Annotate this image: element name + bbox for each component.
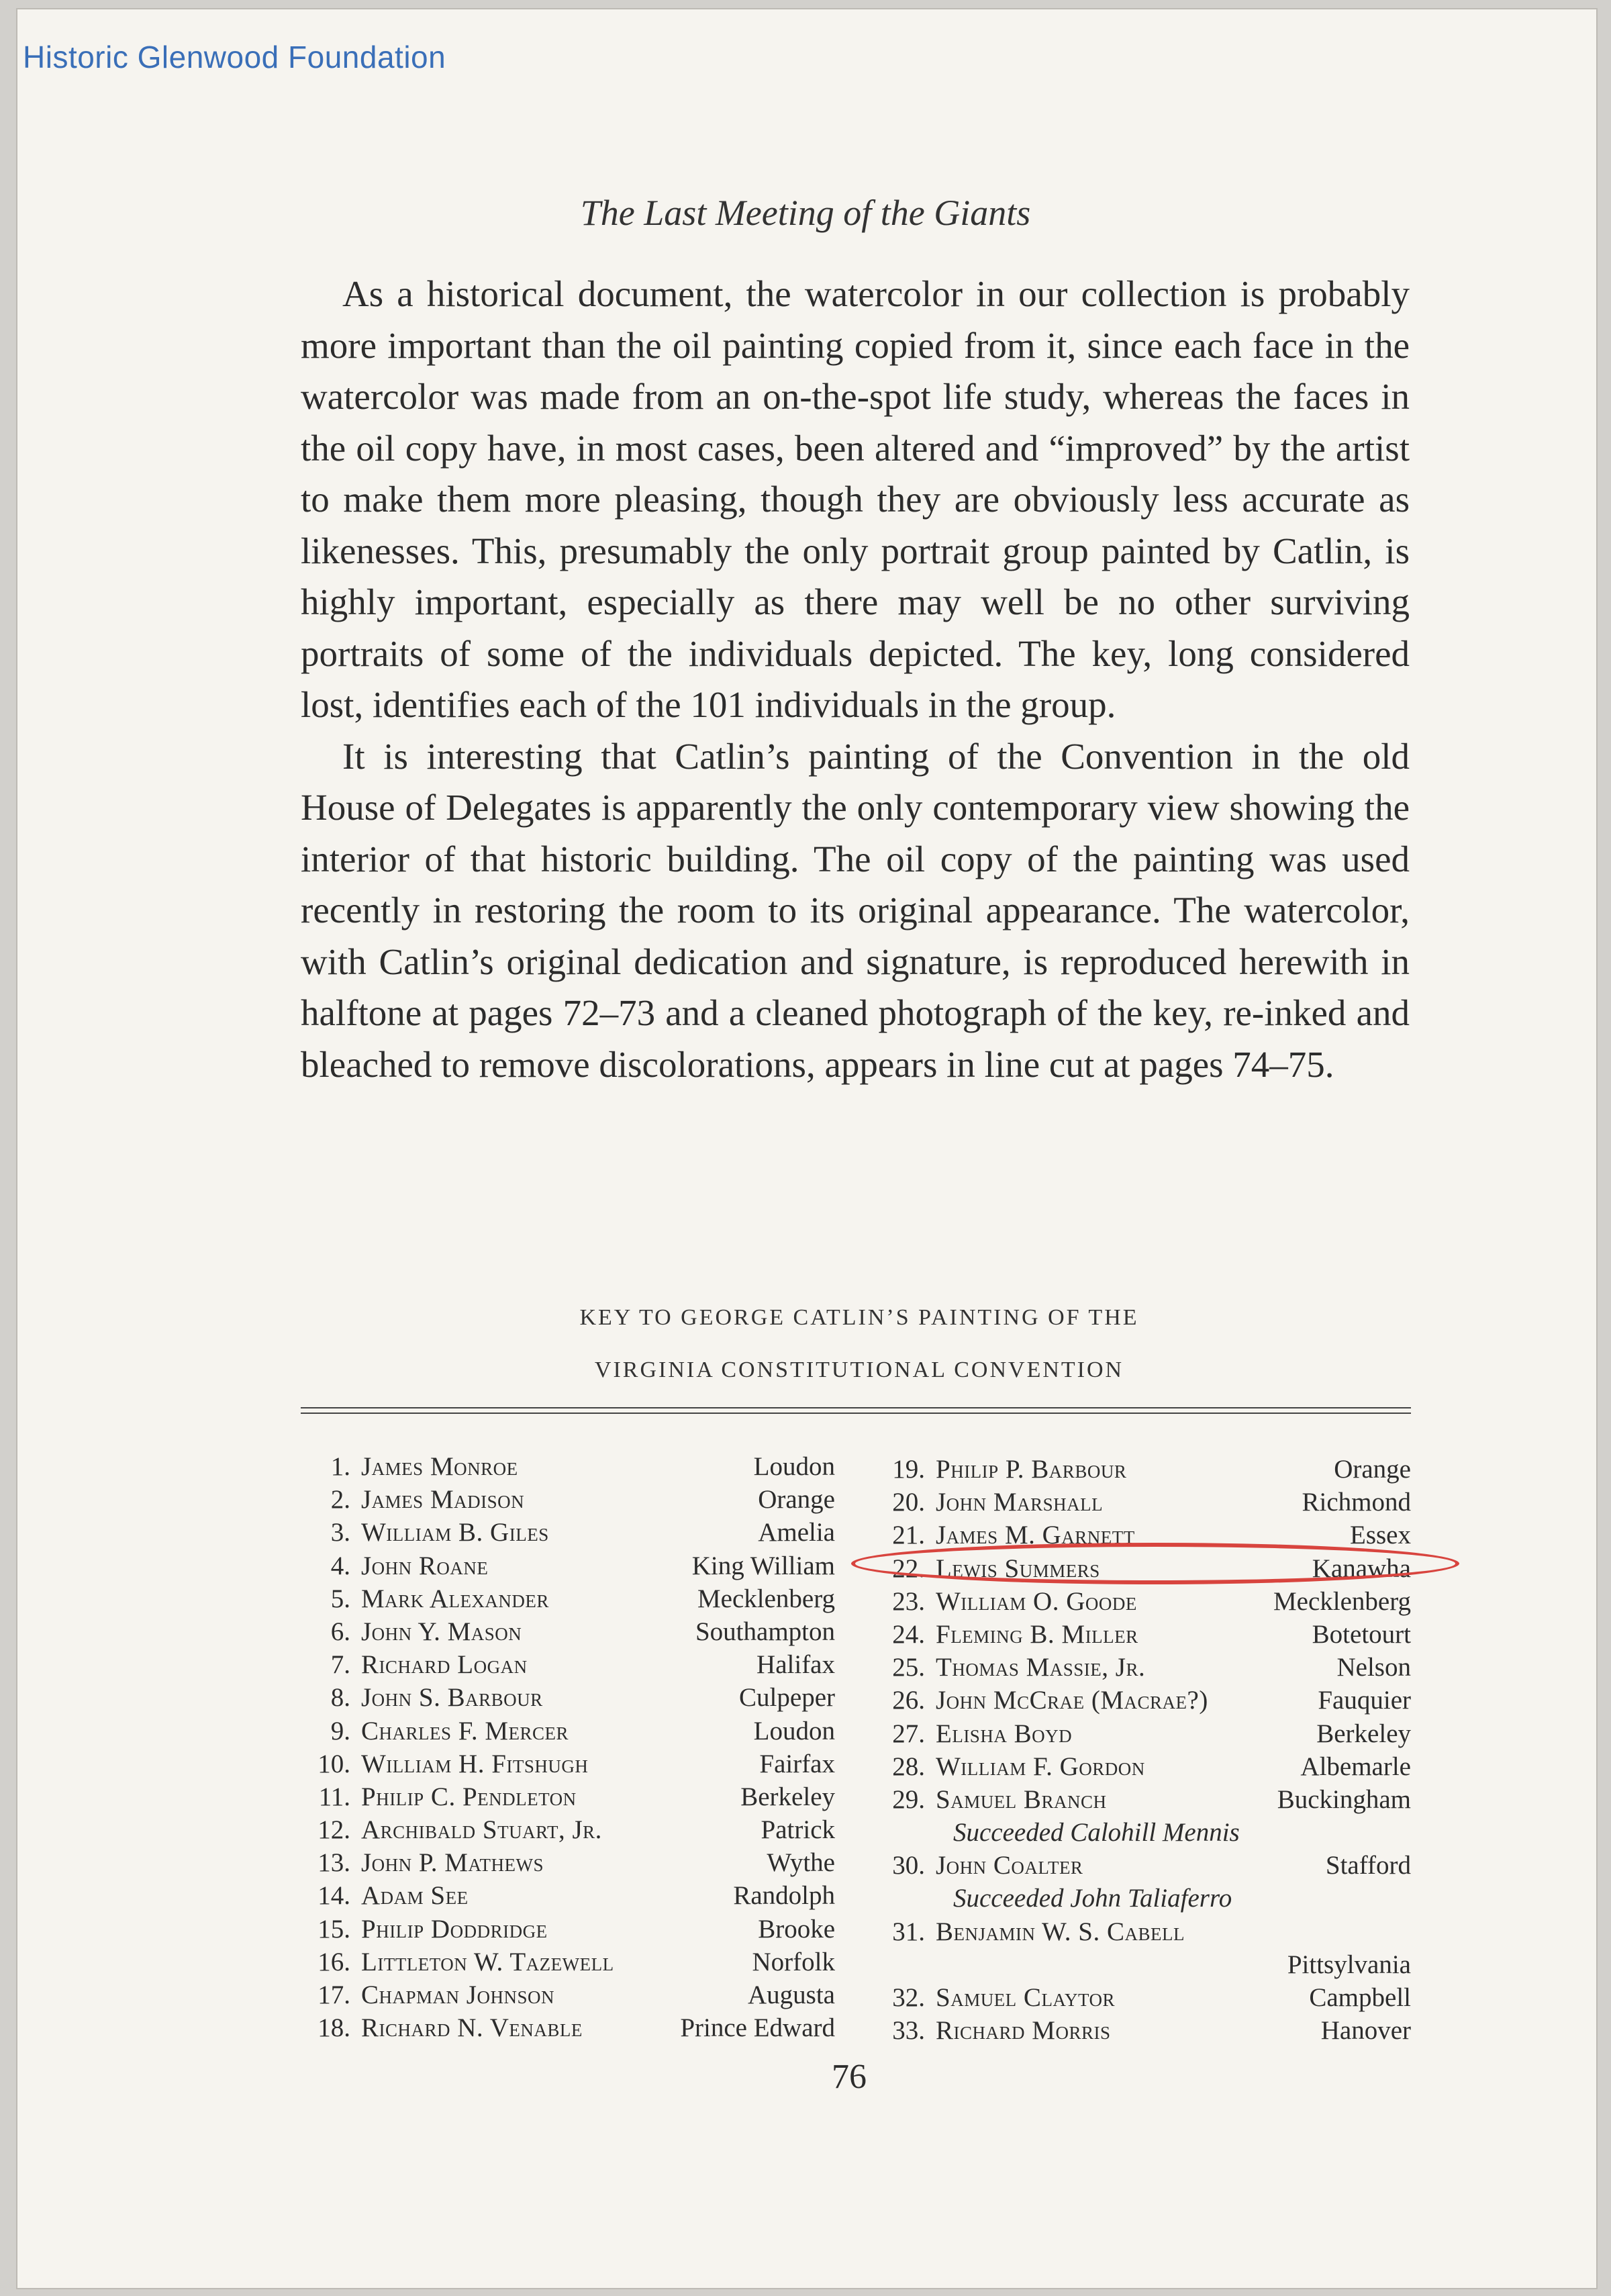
key-entry-name: Archibald Stuart, Jr. — [361, 1815, 602, 1845]
key-entry-number: 17. — [318, 1980, 350, 2009]
key-entry — [309, 1582, 835, 1615]
key-entry-county: Botetourt — [1312, 1619, 1411, 1649]
key-entry-name: Philip Doddridge — [361, 1914, 548, 1944]
key-entry-name: Philip P. Barbour — [936, 1455, 1127, 1484]
key-entry-county: Berkeley — [740, 1782, 835, 1811]
key-entry-county: Fairfax — [759, 1749, 835, 1778]
key-entry-county: Stafford — [1325, 1851, 1411, 1880]
key-entry-name: Thomas Massie, Jr. — [936, 1653, 1146, 1682]
key-entry — [309, 1483, 835, 1516]
key-entry — [309, 1516, 835, 1549]
key-entry-name: Littleton W. Tazewell — [361, 1947, 614, 1976]
key-entry-number: 31. — [892, 1917, 925, 1946]
key-entry — [309, 1780, 835, 1813]
key-entry-county: Mecklenberg — [1273, 1586, 1411, 1616]
key-entry-county: Brooke — [758, 1914, 835, 1944]
key-entry — [883, 1783, 1411, 1816]
key-entry-number: 28. — [892, 1752, 925, 1781]
key-entry-name: William F. Gordon — [936, 1752, 1145, 1781]
key-entry-number: 4. — [330, 1551, 350, 1580]
key-entry — [883, 1486, 1411, 1519]
key-entry — [309, 1648, 835, 1681]
key-entry-number: 24. — [892, 1619, 925, 1649]
key-note-text: Succeeded Calohill Mennis — [953, 1818, 1240, 1848]
key-entry-county: Loudon — [753, 1716, 835, 1745]
key-entry-name: John Coalter — [936, 1851, 1083, 1880]
key-entry — [309, 1748, 835, 1780]
key-entry-county: Nelson — [1336, 1653, 1411, 1682]
key-entry-name: William B. Giles — [361, 1518, 549, 1547]
highlight-circle — [851, 1543, 1459, 1584]
key-entry-county: Fauquier — [1318, 1686, 1411, 1715]
key-entry-county: Randolph — [733, 1881, 835, 1911]
paragraph-1: As a historical document, the watercolor in our collection is probably more important than the oil painting copied from it, since each face in the watercolor was made from an on-the-spot life study, whereas the faces in the oil copy have, in most cases, been altered and “improved” by the artist to make them more pleasing, though they are obviously less accurate as likenesses. This, presumably the only portrait group painted by Catlin, is highly important, especially as there may well be no other surviving portraits of some of the individuals depicted. The key, long considered lost, identifies each of the 101 individuals in the group. — [301, 273, 1410, 725]
key-entry-county: Prince Edward — [680, 2013, 835, 2043]
key-entry — [883, 1948, 1411, 1981]
key-heading-line-1: KEY TO GEORGE CATLIN’S PAINTING OF THE — [579, 1305, 1139, 1330]
key-entry — [309, 1946, 835, 1978]
key-entry-name: Chapman Johnson — [361, 1980, 554, 2009]
key-entry — [309, 1846, 835, 1879]
key-entry-name: Samuel Branch — [936, 1784, 1107, 1814]
key-entry-number: 14. — [318, 1881, 350, 1911]
key-entry-county: Pittsylvania — [1287, 1950, 1411, 1979]
key-entry-number: 6. — [330, 1617, 350, 1646]
key-entry-number: 5. — [330, 1584, 350, 1613]
key-entry-number: 12. — [318, 1815, 350, 1845]
key-entry-name: James Monroe — [361, 1452, 518, 1481]
key-entry-number: 20. — [892, 1488, 925, 1517]
key-entry-number: 19. — [892, 1455, 925, 1484]
key-entry-name: Richard N. Venable — [361, 2013, 583, 2043]
key-entry-number: 9. — [330, 1716, 350, 1745]
key-entry — [883, 1651, 1411, 1684]
key-entry — [309, 1813, 835, 1846]
key-entry-name: John P. Mathews — [361, 1848, 544, 1878]
key-entry-name: Benjamin W. S. Cabell — [936, 1917, 1185, 1946]
paragraph-2: It is interesting that Catlin’s painting of the Convention in the old House of Delegates is apparently the only contemporary view showing the interior of that historic building. The oil copy of the painting was used recently in restoring the room to its original appearance. The watercolor, with Catlin’s original dedication and signature, is reproduced herewith in halftone at pages 72–73 and a cleaned photograph of the key, re-inked and bleached to remove discolorations, appears in line cut at pages 74–75. — [301, 735, 1410, 1085]
key-entry — [883, 1981, 1411, 2014]
key-entry-name: John Marshall — [936, 1488, 1104, 1517]
key-entry-number: 7. — [330, 1650, 350, 1680]
key-heading-line-2: VIRGINIA CONSTITUTIONAL CONVENTION — [594, 1357, 1124, 1382]
key-entry-number: 26. — [892, 1686, 925, 1715]
key-entry-county: Norfolk — [752, 1947, 835, 1976]
key-column-left — [309, 1450, 835, 2044]
key-note-text: Succeeded John Taliaferro — [953, 1884, 1232, 1913]
key-entry — [309, 1913, 835, 1946]
key-entry — [883, 1618, 1411, 1651]
key-entry-name: John S. Barbour — [361, 1683, 543, 1713]
key-note — [883, 1882, 1411, 1915]
key-entry-name: John Roane — [361, 1551, 489, 1580]
key-entry — [883, 1684, 1411, 1717]
key-column-right — [883, 1453, 1411, 2047]
key-entry-county: Southampton — [695, 1617, 835, 1646]
key-entry-county: Campbell — [1309, 1983, 1411, 2012]
divider-top — [301, 1407, 1411, 1408]
key-entry-name: Mark Alexander — [361, 1584, 549, 1613]
key-heading — [0, 1292, 1611, 1396]
key-entry-name: Elisha Boyd — [936, 1719, 1073, 1748]
key-entry — [309, 1450, 835, 1483]
key-entry-number: 25. — [892, 1653, 925, 1682]
page-title: The Last Meeting of the Giants — [580, 193, 1031, 233]
key-entry-county: Mecklenberg — [697, 1584, 835, 1613]
key-entry-county: Amelia — [758, 1518, 835, 1547]
key-entry-county: Essex — [1350, 1521, 1411, 1550]
key-entry-county: Orange — [758, 1485, 835, 1515]
key-entry-county: Augusta — [748, 1980, 835, 2009]
key-entry-county: Patrick — [761, 1815, 835, 1845]
key-entry-number: 30. — [892, 1851, 925, 1880]
key-entry-name: Fleming B. Miller — [936, 1619, 1138, 1649]
key-entry-county: Berkeley — [1316, 1719, 1411, 1748]
key-entry — [309, 1879, 835, 1912]
key-entry-name: James Madison — [361, 1485, 525, 1515]
key-entry-county: Hanover — [1320, 2016, 1411, 2046]
key-entry — [309, 1549, 835, 1582]
page-number: 76 — [832, 2058, 867, 2096]
key-entry-number: 18. — [318, 2013, 350, 2043]
key-entry-county: Loudon — [753, 1452, 835, 1481]
key-entry-number: 10. — [318, 1749, 350, 1778]
key-entry-county: Halifax — [756, 1650, 835, 1680]
key-entry — [883, 1453, 1411, 1486]
key-entry — [309, 2011, 835, 2044]
key-entry — [883, 2014, 1411, 2047]
key-entry-county: Albemarle — [1300, 1752, 1411, 1781]
key-entry-number: 16. — [318, 1947, 350, 1976]
key-entry — [309, 1715, 835, 1748]
key-entry-name: John McCrae (Macrae?) — [936, 1686, 1208, 1715]
key-entry-number: 2. — [330, 1485, 350, 1515]
key-entry-number: 21. — [892, 1521, 925, 1550]
key-entry-number: 1. — [330, 1452, 350, 1481]
key-entry — [883, 1585, 1411, 1618]
key-entry-county: Kanawha — [1312, 1553, 1411, 1583]
key-entry-number: 23. — [892, 1586, 925, 1616]
key-entry-county: Culpeper — [739, 1683, 835, 1713]
key-entry-name: Philip C. Pendleton — [361, 1782, 577, 1811]
key-entry — [883, 1750, 1411, 1783]
key-entry — [883, 1915, 1411, 1948]
key-entry-number: 11. — [318, 1782, 350, 1811]
key-entry-number: 27. — [892, 1719, 925, 1748]
key-entry-number: 15. — [318, 1914, 350, 1944]
key-entry — [883, 1849, 1411, 1882]
key-entry-number: 33. — [892, 2016, 925, 2046]
key-entry-county: Buckingham — [1277, 1784, 1411, 1814]
key-entry-name: Lewis Summers — [936, 1553, 1100, 1583]
body-text — [301, 269, 1410, 1090]
key-note — [883, 1816, 1411, 1849]
key-entry-name: John Y. Mason — [361, 1617, 522, 1646]
key-entry-name: James M. Garnett — [936, 1521, 1135, 1550]
key-entry-county: Wythe — [767, 1848, 835, 1878]
key-entry-county: King William — [691, 1551, 835, 1580]
key-entry-name: Charles F. Mercer — [361, 1716, 569, 1745]
key-entry — [309, 1978, 835, 2011]
key-entry — [309, 1681, 835, 1714]
key-entry-name: William O. Goode — [936, 1586, 1137, 1616]
key-entry-name: Adam See — [361, 1881, 469, 1911]
watermark-label: Historic Glenwood Foundation — [23, 40, 446, 75]
key-entry — [309, 1615, 835, 1648]
key-entry-name: Richard Logan — [361, 1650, 528, 1680]
key-entry-number: 29. — [892, 1784, 925, 1814]
key-entry-name: Samuel Claytor — [936, 1983, 1115, 2012]
key-entry — [883, 1717, 1411, 1750]
key-entry-number: 8. — [330, 1683, 350, 1713]
key-entry-name: Richard Morris — [936, 2016, 1111, 2046]
key-entry-number: 22. — [892, 1553, 925, 1583]
key-entry-county: Orange — [1334, 1455, 1411, 1484]
key-entry-county: Richmond — [1302, 1488, 1411, 1517]
divider-bottom — [301, 1413, 1411, 1414]
key-entry-number: 13. — [318, 1848, 350, 1878]
key-entry-number: 3. — [330, 1518, 350, 1547]
key-entry-number: 32. — [892, 1983, 925, 2012]
key-entry-name: William H. Fitshugh — [361, 1749, 589, 1778]
